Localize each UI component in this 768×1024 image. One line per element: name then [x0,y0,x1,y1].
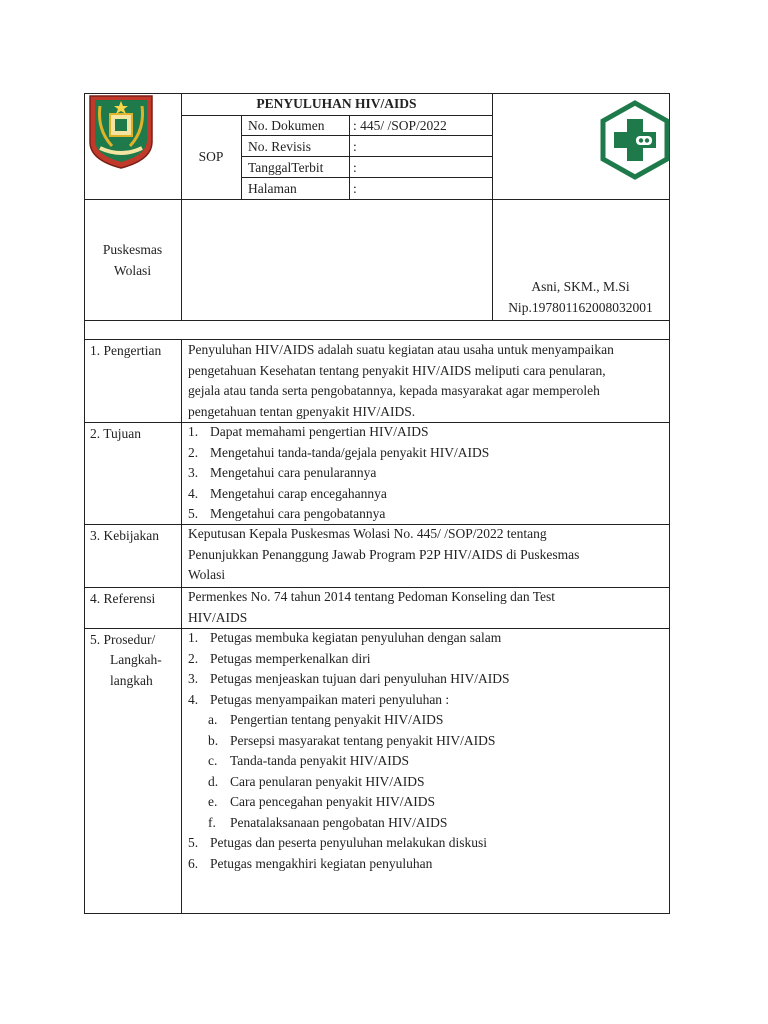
list-number: 1. [188,630,199,645]
list-number: 5. [188,835,199,850]
list-item [188,649,370,670]
section-label-kebijakan: 3. Kebijakan [90,528,159,543]
sub-list-text: Penatalaksanaan pengobatan HIV/AIDS [230,814,448,830]
sub-list-text: Persepsi masyarakat tentang penyakit HIV/AIDS [230,732,496,748]
sub-list-item [208,731,495,752]
sub-list-text: Cara pencegahan penyakit HIV/AIDS [230,794,436,809]
signer-name: Asni, SKM., M.Si [531,279,630,294]
sub-list-item [208,792,435,813]
sub-list-text: Cara penularan penyakit HIV/AIDS [230,773,425,789]
body-line: Wolasi [188,567,226,582]
list-text: Dapat memahami pengertian HIV/AIDS [210,424,429,439]
regional-emblem-icon [86,94,156,170]
list-item [188,833,487,854]
field-row-line [241,135,493,136]
section-label-referensi: 4. Referensi [90,591,156,606]
title-underline [181,115,493,116]
field-value-no-revisi: : [353,139,357,154]
list-text: Mengetahui carap encegahannya [210,485,387,501]
table-border-bottom [84,913,670,914]
sub-list-letter: b. [208,732,219,748]
header-divider-left [181,93,182,320]
field-label-no-dokumen: No. Dokumen [248,118,325,133]
list-item [188,463,376,484]
table-border-top [84,93,670,94]
list-number: 2. [188,650,199,666]
signer-nip: Nip.197801162008032001 [508,300,653,315]
sub-list-item [208,710,443,731]
body-line: gejala atau tanda serta pengobatannya, kepada masyarakat agar memperoleh [188,383,600,398]
list-text: Petugas dan peserta penyuluhan melakukan diskusi [210,835,488,850]
body-line: HIV/AIDS [188,609,248,625]
list-text: Mengetahui tanda-tanda/gejala penyakit HIV/AIDS [210,444,490,460]
table-border-left [84,93,85,914]
list-number: 3. [188,465,199,480]
list-number: 6. [188,855,199,871]
field-label-no-revisi: No. Revisis [248,139,312,154]
field-row-line [241,177,493,178]
field-value-halaman: : [353,181,357,196]
list-text: Petugas membuka kegiatan penyuluhan dengan salam [210,630,502,645]
body-line: Penunjukkan Penanggung Jawab Program P2P HIV/AIDS di Puskesmas [188,546,580,562]
list-number: 1. [188,424,199,439]
sub-list-item [208,813,447,834]
field-value-tanggal-terbit: : [353,160,357,175]
list-number: 2. [188,444,199,460]
list-item [188,484,387,505]
body-line: pengetahuan Kesehatan tentang penyakit HIV/AIDS meliputi cara penularan, [188,362,606,378]
field-label-tanggal-terbit: TanggalTerbit [248,160,324,175]
sub-list-letter: e. [208,794,218,809]
list-text: Petugas menjeaskan tujuan dari penyuluhan HIV/AIDS [210,671,510,686]
sub-list-letter: f. [208,814,216,830]
sub-list-text: Tanda-tanda penyakit HIV/AIDS [230,753,410,768]
document-title: PENYULUHAN HIV/AIDS [256,96,417,111]
field-row-line [241,156,493,157]
list-item [188,504,385,525]
list-text: Petugas memperkenalkan diri [210,650,371,666]
header-row-divider [84,199,670,200]
table-border-right [669,93,670,914]
sub-list-item [208,751,409,772]
list-item [188,690,449,711]
sub-list-text: Pengertian tentang penyakit HIV/AIDS [230,712,444,727]
unit-name-line1: Puskesmas [102,242,163,257]
field-value-divider [349,115,350,199]
body-line: Permenkes No. 74 tahun 2014 tentang Pedoman Konseling dan Test [188,589,555,604]
list-text: Mengetahui cara penularannya [210,465,377,480]
sub-list-letter: c. [208,753,218,768]
unit-name-line2: Wolasi [113,263,152,278]
list-item [188,422,429,443]
list-number: 4. [188,691,199,707]
sop-label: SOP [198,149,224,164]
list-number: 4. [188,485,199,501]
section-label-prosedur-line2: Langkah- [110,652,162,667]
list-text: Petugas mengakhiri kegiatan penyuluhan [210,855,433,871]
sop-divider [241,115,242,199]
sub-list-item [208,772,425,793]
list-item [188,628,501,649]
body-column-divider [181,339,182,914]
section-label-tujuan: 2. Tujuan [90,426,142,441]
header-bottom-line [84,320,670,321]
list-number: 5. [188,506,199,521]
section-label-pengertian: 1. Pengertian [90,343,162,358]
list-item [188,854,432,875]
list-number: 3. [188,671,199,686]
field-value-no-dokumen: : 445/ /SOP/2022 [353,118,447,133]
section-label-prosedur-line3: langkah [110,673,153,688]
body-line: pengetahuan tentan gpenyakit HIV/AIDS. [188,403,416,419]
list-item [188,443,489,464]
list-text: Mengetahui cara pengobatannya [210,506,386,521]
list-item [188,669,510,690]
list-text: Petugas menyampaikan materi penyuluhan : [210,691,450,707]
puskesmas-cross-logo-icon [599,99,671,182]
body-line: Penyuluhan HIV/AIDS adalah suatu kegiatan atau usaha untuk menyampaikan [188,342,614,357]
section-label-prosedur: 5. Prosedur/ [90,632,156,647]
body-line: Keputusan Kepala Puskesmas Wolasi No. 445/ /SOP/2022 tentang [188,526,547,541]
sub-list-letter: d. [208,773,219,789]
field-label-halaman: Halaman [248,181,297,196]
sub-list-letter: a. [208,712,218,727]
